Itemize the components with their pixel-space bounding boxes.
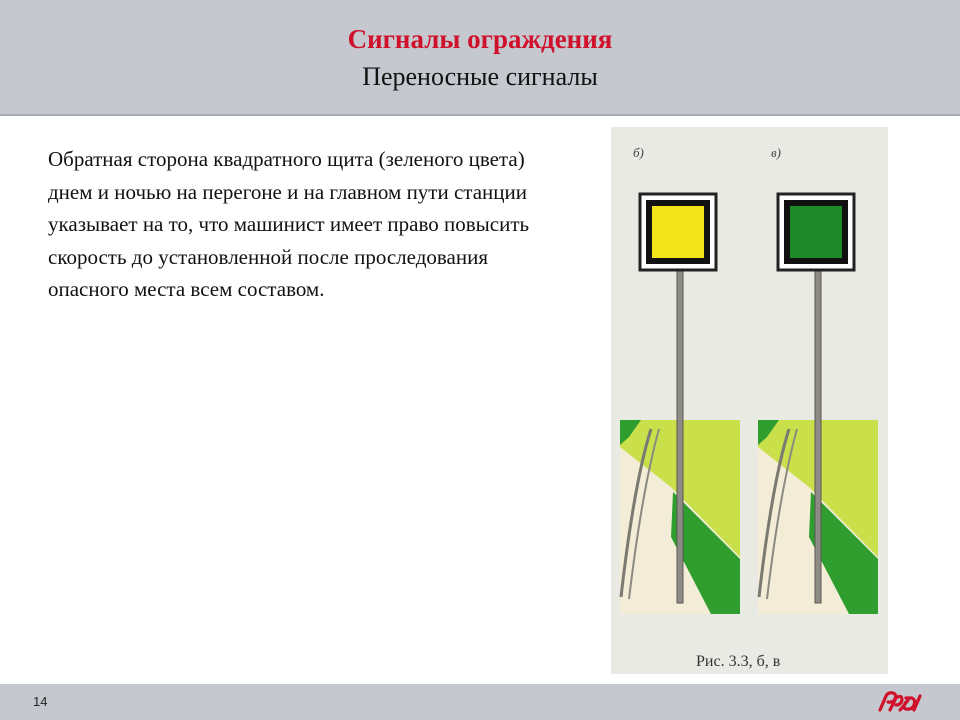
signal-figure: [611, 127, 888, 674]
slide-title: Сигналы ограждения: [347, 24, 613, 54]
left-signal-shield: [652, 206, 704, 258]
right-signal-shield: [790, 206, 842, 258]
body-text: Обратная сторона квадратного щита (зеленого цвета) днем и ночью на перегоне и на главном пути станции указывает на то, что машинист имеет право повысить скорость до установленной после проследования опасного места всем составом.: [48, 147, 530, 301]
figure-label-left: б): [633, 145, 644, 160]
right-signal-post: [815, 270, 821, 603]
figure-label-right: в): [771, 145, 781, 160]
slide-header: [0, 0, 960, 116]
slide-subtitle: Переносные сигналы: [362, 62, 598, 91]
left-signal-post: [677, 270, 683, 603]
slide-footer: [0, 684, 960, 720]
page-number: 14: [33, 694, 48, 709]
figure-caption: Рис. 3.3, б, в: [696, 653, 781, 670]
rzd-logo-icon: [876, 690, 924, 714]
signal-illustration: [611, 127, 888, 674]
